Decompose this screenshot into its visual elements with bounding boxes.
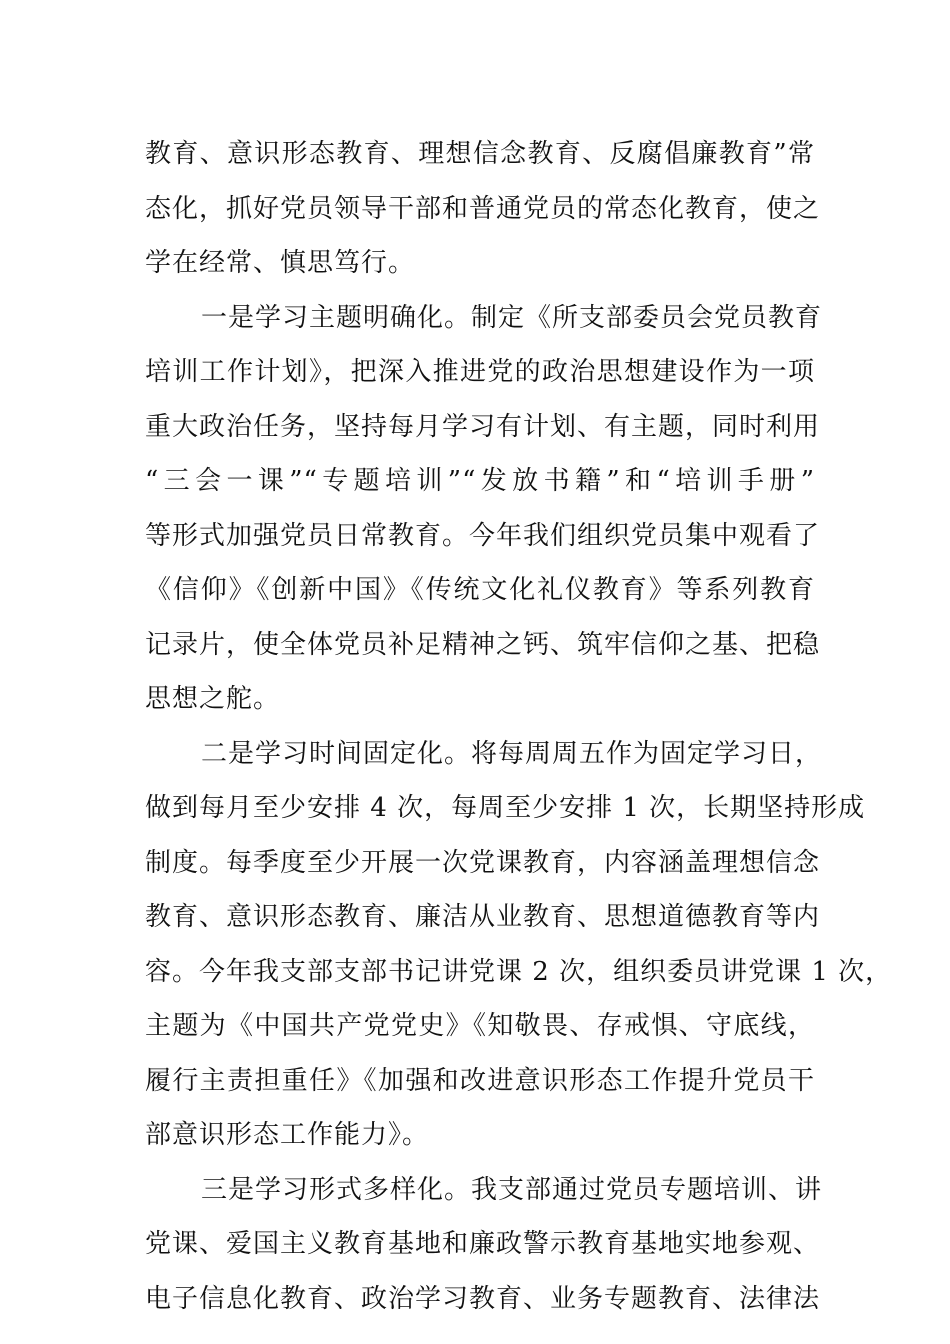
text-line: 学在经常、慎思笃行。	[145, 248, 416, 278]
text-line: 态化，抓好党员领导干部和普通党员的常态化教育，使之	[145, 193, 821, 224]
text-line: 部意识形态工作能力》。	[145, 1120, 430, 1150]
text-line: 二是学习时间固定化。将每周周五作为固定学习日，	[201, 738, 823, 769]
text-line: 教育、意识形态教育、理想信念教育、反腐倡廉教育”常	[145, 139, 815, 169]
text-line: 制度。每季度至少开展一次党课教育，内容涵盖理想信念	[145, 847, 821, 878]
text-line: 主题为《中国共产党党史》《知敬畏、存戒惧、守底线，	[145, 1011, 815, 1041]
text-line: “三会一课”“专题培训”“发放书籍”和“培训手册”	[145, 466, 815, 496]
text-line: 一是学习主题明确化。制定《所支部委员会党员教育	[201, 302, 823, 333]
text-line: 等形式加强党员日常教育。今年我们组织党员集中观看了	[145, 520, 821, 551]
text-line: 重大政治任务，坚持每月学习有计划、有主题，同时利用	[145, 411, 821, 442]
text-line: 教育、意识形态教育、廉洁从业教育、思想道德教育等内	[145, 902, 821, 932]
text-line: 《信仰》《创新中国》《传统文化礼仪教育》等系列教育	[145, 575, 815, 605]
text-line: 三是学习形式多样化。我支部通过党员专题培训、讲	[201, 1174, 823, 1205]
text-line: 电子信息化教育、政治学习教育、业务专题教育、法律法	[145, 1283, 821, 1314]
text-line: 履行主责担重任》《加强和改进意识形态工作提升党员干	[145, 1065, 815, 1096]
text-line: 记录片，使全体党员补足精神之钙、筑牢信仰之基、把稳	[145, 629, 821, 660]
text-line: 党课、爱国主义教育基地和廉政警示教育基地实地参观、	[145, 1229, 821, 1259]
text-line: 做到每月至少安排 4 次，每周至少安排 1 次，长期坚持形成	[145, 793, 866, 823]
text-line: 容。今年我支部支部书记讲党课 2 次，组织委员讲党课 1 次，	[145, 956, 893, 987]
text-line: 思想之舵。	[145, 684, 281, 714]
text-line: 培训工作计划》，把深入推进党的政治思想建设作为一项	[145, 357, 815, 387]
body-text	[145, 127, 893, 1326]
